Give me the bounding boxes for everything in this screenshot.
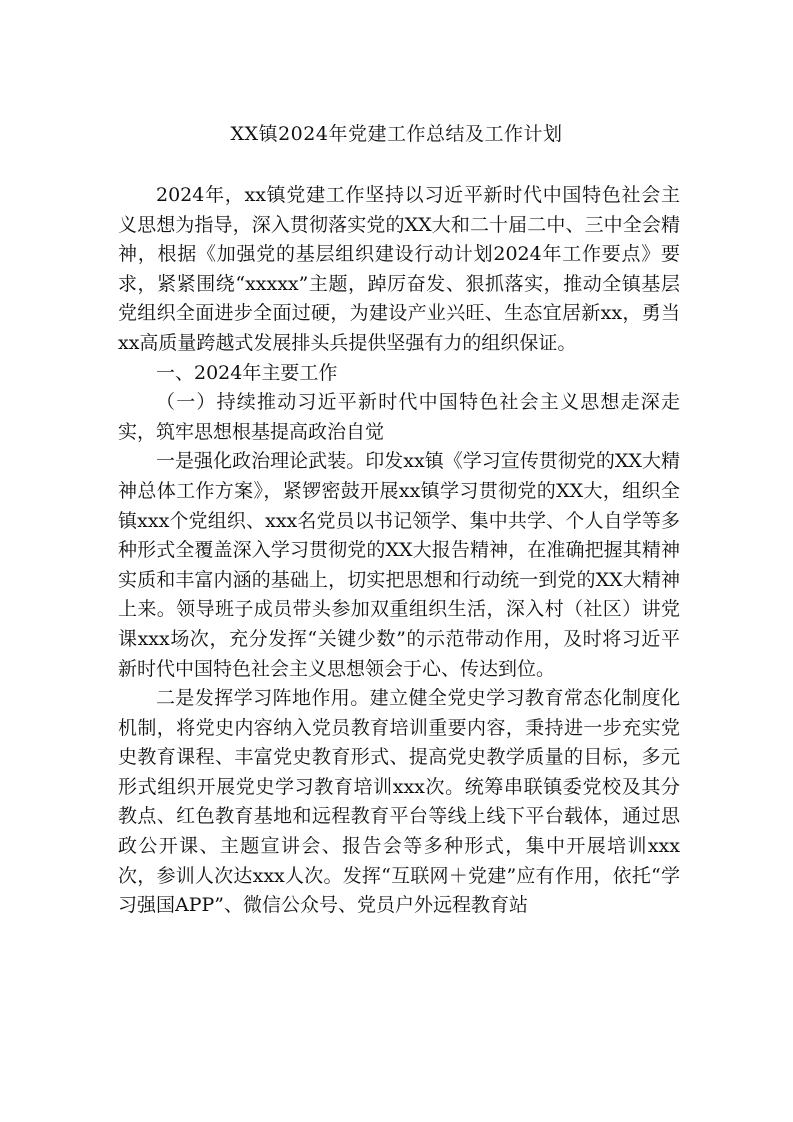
heading-subsection-1: （一）持续推动习近平新时代中国特色社会主义思想走深走实，筑牢思想根基提高政治自觉 [118, 391, 680, 443]
paragraph-item-1: 一是强化政治理论武装。印发xx镇《学习宣传贯彻党的XX大精神总体工作方案》，紧锣密鼓开展xx镇学习贯彻党的XX大，组织全镇xxx个党组织、xxx名党员以书记领学、集中共学、个人自学等多种形式全覆盖深入学习贯彻党的XX大报告精神，在准确把握其精神实质和丰富内涵的基础上，切实把思想和行动统一到党的XX大精神上来。领导班子成员带头参加双重组织生活，深入村（社区）讲党课xxx场次，充分发挥“关键少数”的示范带动作用，及时将习近平新时代中国特色社会主义思想领会于心、传达到位。 [118, 450, 680, 680]
paragraph-item-2: 二是发挥学习阵地作用。建立健全党史学习教育常态化制度化机制，将党史内容纳入党员教育培训重要内容，秉持进一步充实党史教育课程、丰富党史教育形式、提高党史教学质量的目标，多元形式组织开展党史学习教育培训xxx次。统筹串联镇委党校及其分教点、红色教育基地和远程教育平台等线上线下平台载体，通过思政公开课、主题宣讲会、报告会等多种形式，集中开展培训xxx次，参训人次达xxx人次。发挥“互联网＋党建”应有作用，依托“学习强国APP”、微信公众号、党员户外远程教育站 [118, 687, 680, 917]
document-body [118, 181, 680, 921]
heading-section-1: 一、2024年主要工作 [156, 361, 338, 384]
paragraph-intro: 2024年，xx镇党建工作坚持以习近平新时代中国特色社会主义思想为指导，深入贯彻落实党的XX大和二十届二中、三中全会精神，根据《加强党的基层组织建设行动计划2024年工作要点》要求，紧紧围绕“xxxxx”主题，踔厉奋发、狠抓落实，推动全镇基层党组织全面进步全面过硬，为建设产业兴旺、生态宜居新xx，勇当xx高质量跨越式发展排头兵提供坚强有力的组织保证。 [118, 184, 680, 354]
document-title: XX镇2024年党建工作总结及工作计划 [230, 123, 563, 145]
